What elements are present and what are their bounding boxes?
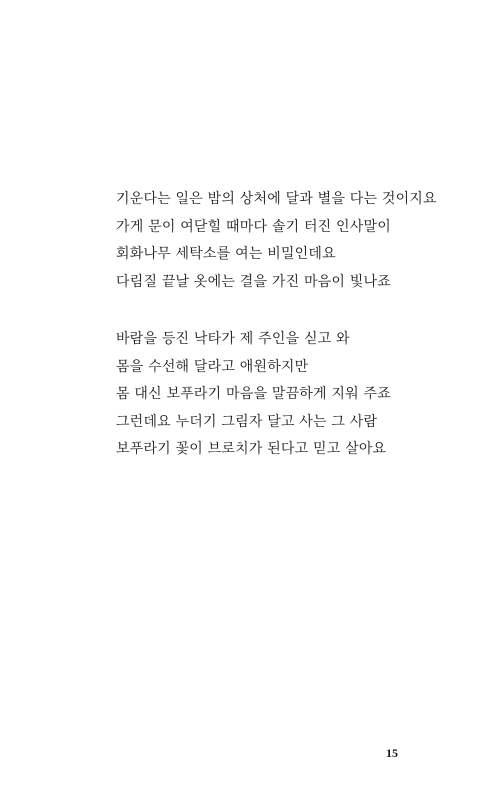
poem-line: 회화나무 세탁소를 여는 비밀인데요 bbox=[116, 246, 336, 262]
page-number: 15 bbox=[386, 746, 398, 760]
poem-line: 몸 대신 보푸라기 마음을 말끔하게 지워 주죠 bbox=[116, 386, 391, 402]
poem-line: 바람을 등진 낙타가 제 주인을 싣고 와 bbox=[116, 331, 350, 347]
poem-body bbox=[116, 186, 456, 464]
stanza-2 bbox=[116, 326, 456, 464]
poem-line: 보푸라기 꽃이 브로치가 된다고 믿고 살아요 bbox=[116, 441, 387, 457]
poem-line: 기운다는 일은 밤의 상처에 달과 별을 다는 것이지요 bbox=[116, 191, 437, 207]
poem-line: 가게 문이 여닫힐 때마다 솔기 터진 인사말이 bbox=[116, 218, 391, 235]
stanza-1 bbox=[116, 186, 456, 296]
poem-line: 그런데요 누더기 그림자 달고 사는 그 사람 bbox=[116, 413, 378, 430]
poem-line: 다림질 끝날 옷에는 결을 가진 마음이 빛나죠 bbox=[116, 273, 391, 290]
poem-line: 몸을 수선해 달라고 애원하지만 bbox=[116, 358, 309, 375]
